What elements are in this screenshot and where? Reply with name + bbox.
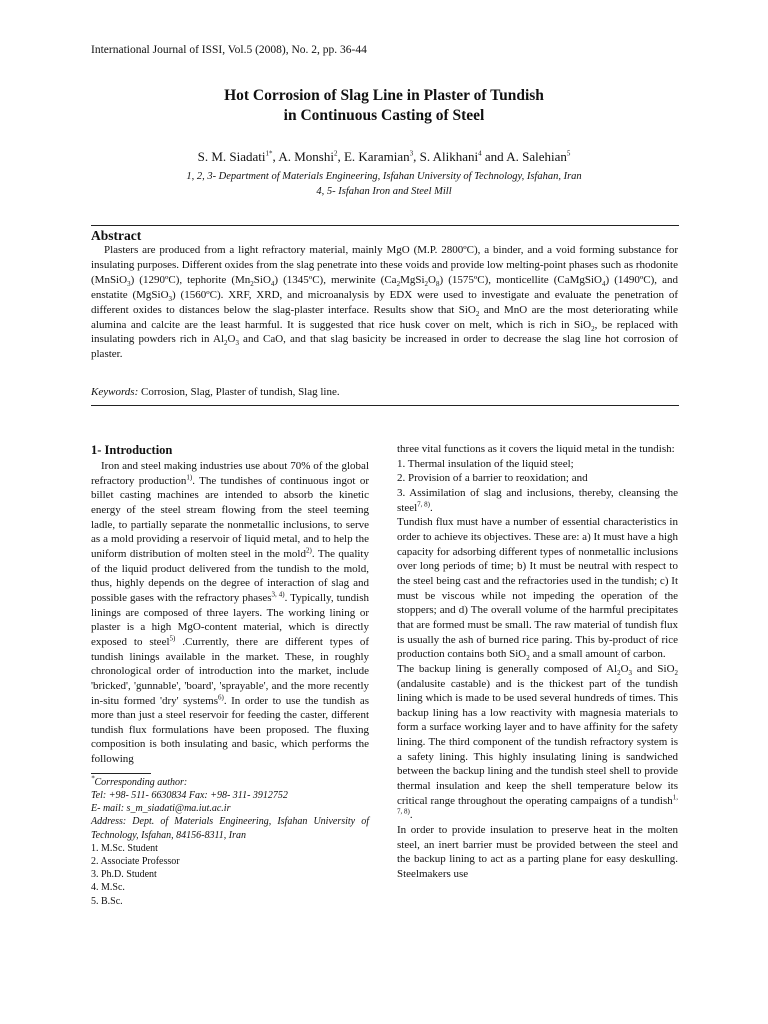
author-2: , A. Monshi [272,149,334,164]
footnote-5: 5. B.Sc. [91,895,123,907]
footnotes [91,776,369,908]
footnote-address: Address: Dept. of Materials Engineering, Isfahan University of Technology, Isfahan, 84156-8311, Iran [91,816,369,841]
right-column [397,442,678,882]
abstract-top-rule [91,225,679,226]
author-5-mark: 5 [566,149,571,158]
title-line-2: in Continuous Casting of Steel [283,107,485,124]
footnote-email: E- mail: s_m_siadati@ma.iut.ac.ir [91,803,231,815]
footnote-tel: Tel: +98- 511- 6630834 Fax: +98- 311- 3912752 [91,789,288,801]
keywords-text: Corrosion, Slag, Plaster of tundish, Slag line. [138,386,340,398]
author-2-mark: 2 [333,149,338,158]
author-3-mark: 3 [409,149,414,158]
author-1: S. M. Siadati [197,149,266,164]
footnote-rule [91,773,151,774]
abstract-heading: Abstract [91,228,142,243]
affiliation-line-2: 4, 5- Isfahan Iron and Steel Mill [316,186,452,197]
affiliations [0,169,768,199]
right-paragraph-4: In order to provide insulation to preserve heat in the molten steel, an inert barrier must be provided between the steel and the backup lining to act as a parting plane for easy deskulling. Steelmakers use [397,824,678,881]
list-item-2: 2. Provision of a barrier to reoxidation; and [397,472,588,485]
author-4-mark: 4 [478,149,482,158]
author-4: , S. Alikhani [413,149,479,164]
abstract-body: Plasters are produced from a light refractory material, mainly MgO (M.P. 2800ºC), a binder, and a void forming substance for insulating purposes. Different oxides from the slag penetrate into these voids and provide low melting-point phases such as rhodonite (MnSiO$_3$) (1290ºC), tephorite $(Mn_2SiO_4)$ (1345ºC), merwinite $(Ca_2MgSi_2O_8)$ (1575ºC), monticellite (CaMgSiO$_4$) (1490ºC), and enstatite (MgSiO$_3$) (1560ºC). XRF, XRD, and microanalysis by EDX were used to investigate and evaluate the penetration of different oxides to distances below the slag-plaster interface. Results show that SiO$_2$ and MnO are the most deteriorating while alumina and calcite are the least harmful. It is suggested that rice husk cover on melt, which is rich in SiO$_2$, be replaced with insulating powders rich in $Al_2O_3$ and CaO, and that slag basicity be increased in order to decrease the slag line hot corrosion of plaster. [91,244,679,361]
abstract-bottom-rule [91,405,679,406]
right-paragraph-2: Tundish flux must have a number of essential characteristics in order to achieve its objectives. These are: a) It must have a high capacity for adsorbing different types of nonmetallic inclusions over long periods of time; b) It must be neutral with respect to the steel being cast and the refractories used in the tundish; c) It must be viscous while not impeding the operation of the stoppers; and d) The overall volume of the harmful precipitates that are formed must be small. The raw material of tundish flux is usually the ash of burned rice paring. This by-product of rice production contains both SiO$_2$ and a small amount of carbon. [397,516,678,663]
title-line-1: Hot Corrosion of Slag Line in Plaster of Tundish [224,87,544,104]
footnote-3: 3. Ph.D. Student [91,869,157,881]
paper-title [0,86,768,126]
right-paragraph-3: The backup lining is generally composed of $Al_2O_3$ and SiO$_2$ (andalusite castable) and is the thickest part of the tundish lining which is made to be used several hundreds of times. This backup lining has a low reactivity with magnesia materials to form a surface working layer and to have affinity for the safety lining. The third component of the tundish refractory system is a safety lining. This highly insulating lining is sandwiched between the backup lining and the tundish steel shell to provide thermal insulation and keep the shell temperature below its critical range throughout the operating campaigns of a tundish$^{1, 7, 8)}$. [397,662,679,822]
list-item-1: 1. Thermal insulation of the liquid steel; [397,457,574,470]
footnote-corresponding: *Corresponding author: [91,774,188,788]
footnote-1: 1. M.Sc. Student [91,842,158,854]
list-item-3: 3. Assimilation of slag and inclusions, thereby, cleansing the steel$^{7, 8)}$. [397,486,678,514]
keywords-label: Keywords: [91,386,139,398]
section-heading-introduction: 1- Introduction [91,443,173,457]
journal-header: International Journal of ISSI, Vol.5 (2008), No. 2, pp. 36-44 [91,44,367,56]
author-3: , E. Karamian [337,149,410,164]
footnote-4: 4. M.Sc. [91,882,125,894]
author-list [0,149,768,165]
author-1-mark: 1* [265,149,273,158]
left-column [91,442,369,908]
right-paragraph-1: three vital functions as it covers the liquid metal in the tundish: [397,443,675,455]
intro-paragraph: Iron and steel making industries use about 70% of the global refractory production$^{1)}$. The tundishes of continuous ingot or billet casting machines are intended to absorb the kinetic energy of the steel stream flowing from the steel teeming ladle, to partially separate the nonmetallic inclusions, to serve as a mold providing a reservoir of liquid metal, and to help the uniform distribution of molten steel in the mold$^{2)}$. The quality of the liquid product delivered from the tundish to the mold, thus, highly depends on the degree of interaction of slag and possible gases with the refractory phases$^{3, 4)}$. Typically, tundish linings are composed of three layers. The working lining or plaster is a high MgO-content material, which is directly exposed to steel$^{5)}$ .Currently, there are different types of tundish linings available in the market. These, in roughly chronological order of introduction into the market, include 'bricked', 'gunnable', 'board', 'sprayable', and the more recently in-situ formed 'dry' systems$^{6)}$. In order to use the tundish as more than just a steel reservoir for feeding the caster, different tundish flux formulations have been proposed. The fluxing composition is both insulating and basic, which performs the following [91,460,370,766]
keywords [91,386,340,398]
footnote-2: 2. Associate Professor [91,856,180,867]
author-5: and A. Salehian [481,149,567,164]
affiliation-line-1: 1, 2, 3- Department of Materials Engineering, Isfahan University of Technology, Isfahan, Iran [186,171,582,182]
